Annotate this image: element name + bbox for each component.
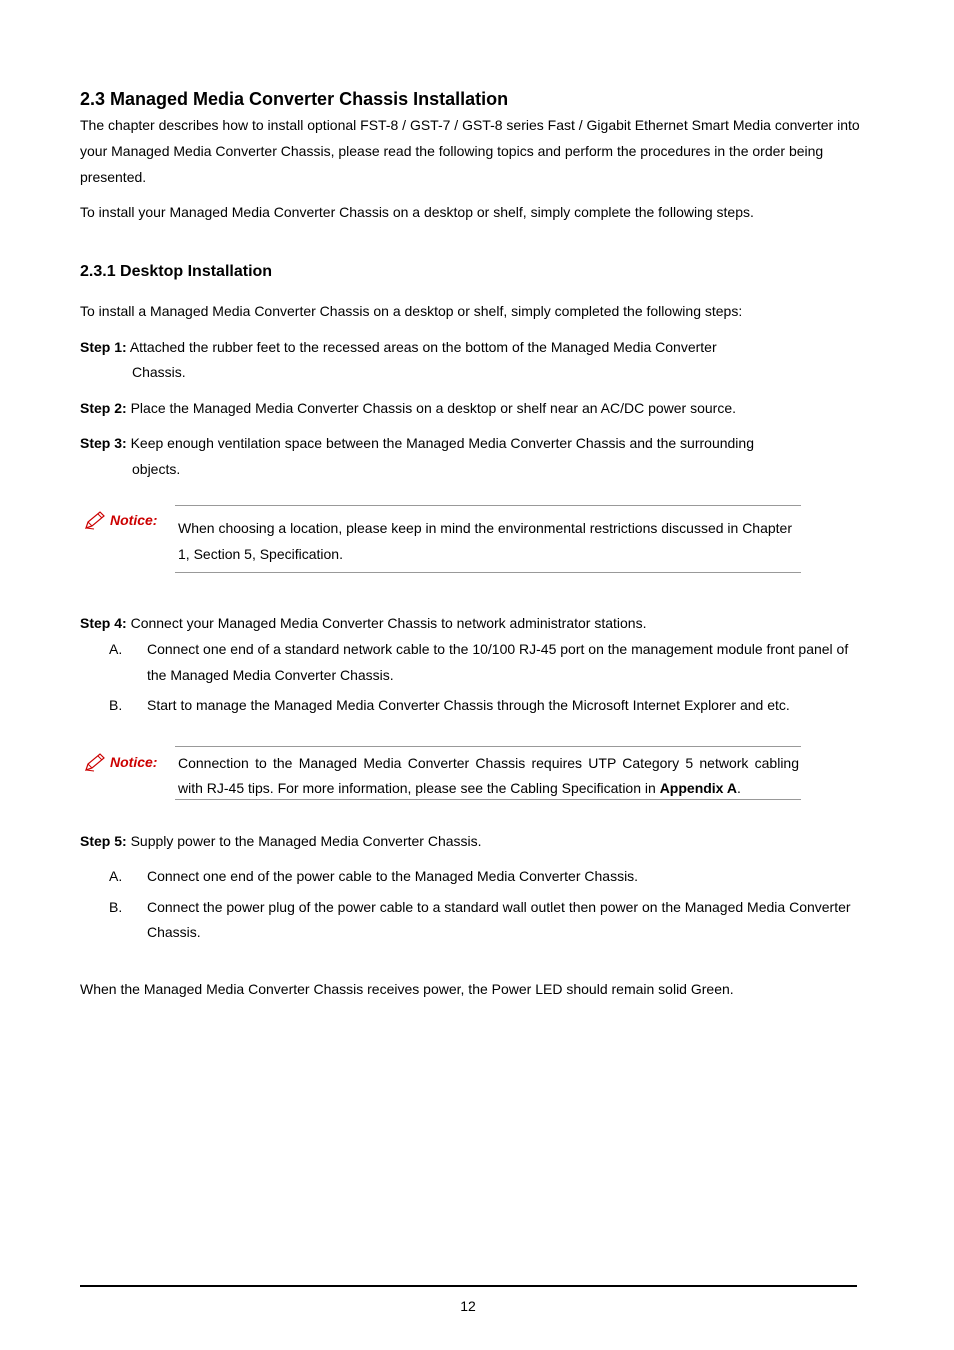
- step-text: Attached the rubber feet to the recessed areas on the bottom of the Managed Media Converter: [129, 339, 717, 355]
- step-label: Step 5:: [80, 833, 127, 849]
- step-2: [80, 400, 736, 416]
- notice-1-line-1: When choosing a location, please keep in mind the environmental restrictions discussed in Chapter: [178, 520, 793, 536]
- list-item-cont: the Managed Media Converter Chassis.: [147, 667, 394, 683]
- pencil-icon: [84, 752, 108, 772]
- page-number: 12: [460, 1298, 476, 1314]
- step-text-cont: objects.: [132, 461, 181, 477]
- closing-paragraph: When the Managed Media Converter Chassis receives power, the Power LED should remain solid Green.: [80, 981, 734, 997]
- step-1: [80, 339, 717, 355]
- notice-text: with RJ-45 tips. For more information, please see the Cabling Specification in: [178, 780, 660, 796]
- step-label: Step 2:: [80, 400, 127, 416]
- list-marker: B.: [109, 697, 123, 713]
- list-item-cont: Chassis.: [147, 924, 201, 940]
- notice-top-rule: [175, 505, 801, 506]
- subsection-intro: To install a Managed Media Converter Chassis on a desktop or shelf, simply completed the following steps:: [80, 303, 743, 319]
- notice-2-line-1: Connection to the Managed Media Converter Chassis requires UTP Category 5 network cabling: [178, 755, 799, 771]
- step-4: [80, 615, 647, 631]
- notice-label: Notice:: [110, 754, 158, 770]
- section-intro-2: To install your Managed Media Converter Chassis on a desktop or shelf, simply complete the following steps.: [80, 204, 754, 220]
- list-item: Connect one end of a standard network cable to the 10/100 RJ-45 port on the management module front panel of: [147, 641, 849, 657]
- footer-rule: [80, 1285, 857, 1287]
- section-intro: The chapter describes how to install optional FST-8 / GST-7 / GST-8 series Fast / Gigabit Ethernet Smart Media converter into your Managed Media Converter Chassis, please read the following topics and perform the procedures in the order being presented.: [80, 117, 860, 185]
- notice-1-label: [84, 510, 157, 530]
- list-marker: B.: [109, 899, 123, 915]
- notice-bottom-rule: [175, 799, 801, 800]
- step-3: [80, 435, 754, 451]
- step-label: Step 1:: [80, 339, 127, 355]
- list-marker: A.: [109, 641, 123, 657]
- step-text: Connect your Managed Media Converter Chassis to network administrator stations.: [130, 615, 647, 631]
- notice-2-line-2: [178, 780, 741, 796]
- list-marker: A.: [109, 868, 123, 884]
- step-label: Step 4:: [80, 615, 127, 631]
- notice-label: Notice:: [110, 512, 158, 528]
- appendix-reference: Appendix A: [659, 780, 737, 796]
- notice-bottom-rule: [175, 572, 801, 573]
- notice-2-label: [84, 752, 157, 772]
- step-5: [80, 833, 482, 849]
- step-text-cont: Chassis.: [132, 364, 186, 380]
- pencil-icon: [84, 510, 108, 530]
- notice-1-line-2: 1, Section 5, Specification.: [178, 546, 343, 562]
- notice-text-end: .: [736, 780, 741, 796]
- step-text: Supply power to the Managed Media Converter Chassis.: [130, 833, 482, 849]
- list-item: Connect the power plug of the power cable to a standard wall outlet then power on the Managed Media Converter: [147, 899, 851, 915]
- section-title: 2.3 Managed Media Converter Chassis Installation: [80, 89, 509, 109]
- step-label: Step 3:: [80, 435, 127, 451]
- list-item: Connect one end of the power cable to the Managed Media Converter Chassis.: [147, 868, 639, 884]
- list-item: Start to manage the Managed Media Converter Chassis through the Microsoft Internet Explorer and etc.: [147, 697, 790, 713]
- step-text: Place the Managed Media Converter Chassis on a desktop or shelf near an AC/DC power source.: [130, 400, 737, 416]
- step-text: Keep enough ventilation space between the Managed Media Converter Chassis and the surrounding: [130, 435, 754, 451]
- subsection-title: 2.3.1 Desktop Installation: [80, 263, 273, 280]
- notice-top-rule: [175, 746, 801, 747]
